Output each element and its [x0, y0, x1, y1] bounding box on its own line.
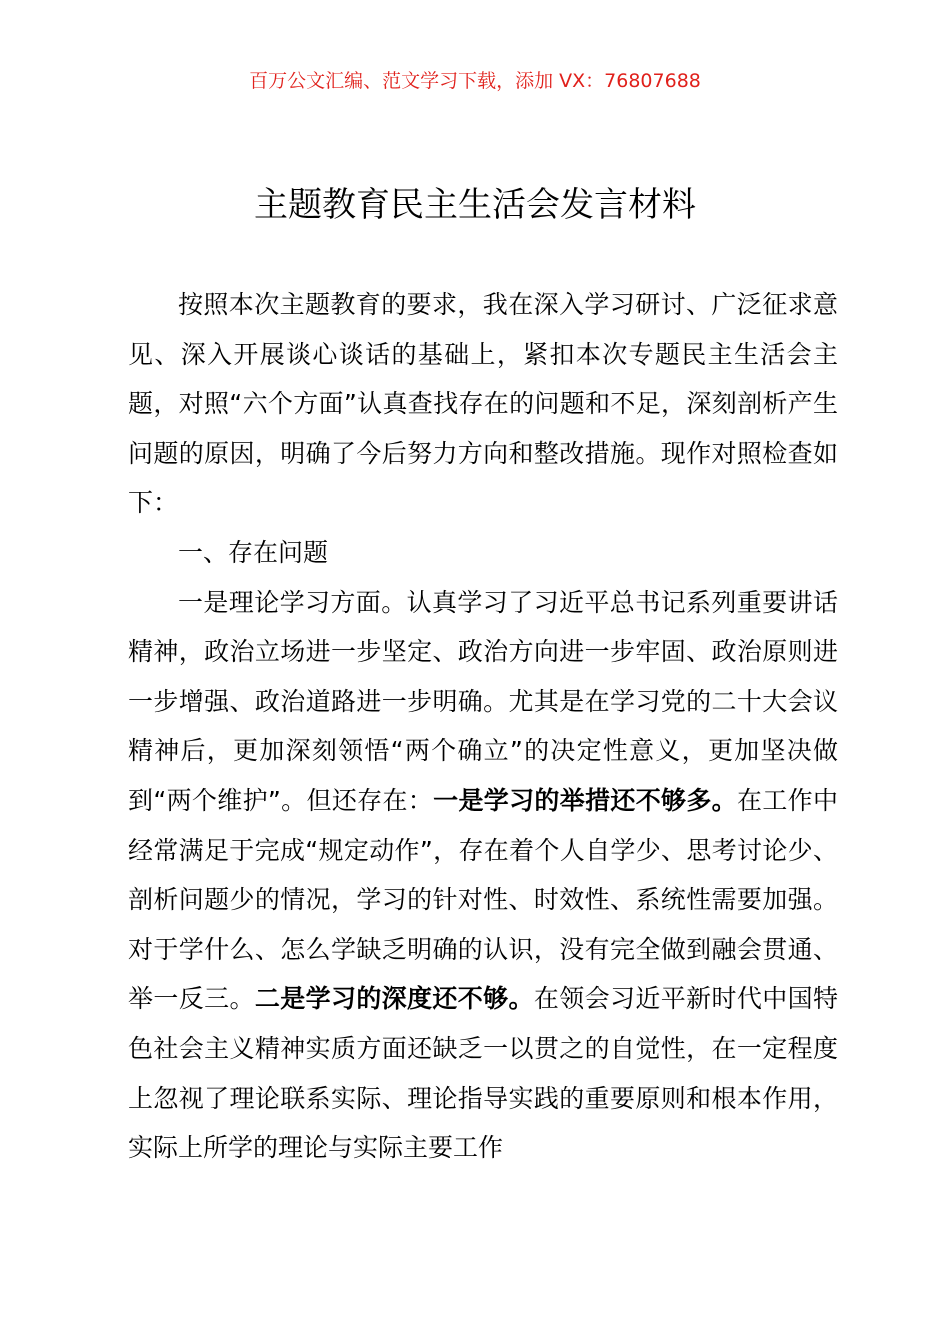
paragraph-text: 在工作中经常满足于完成“规定动作”，存在着个人自学少、思考讨论少、剖析问题少的情况，学习的针对性、时效性、系统性需要加强。对于学什么、怎么学缺乏明确的认识，没有完全做到融会贯通、举一反三。 [128, 785, 838, 1014]
document-body [128, 280, 838, 1173]
paragraph-text: 一是理论学习方面。认真学习了习近平总书记系列重要讲话精神，政治立场进一步坚定、政治方向进一步牢固、政治原则进一步增强、政治道路进一步明确。尤其是在学习党的二十大会议精神后，更加深刻领悟“两个确立”的决定性意义，更加坚决做到“两个维护”。但还存在： [128, 587, 838, 815]
section-heading: 一、存在问题 [178, 537, 329, 567]
watermark-label: 百万公文汇编、范文学习下载，添加 VX：76807688 [249, 70, 701, 92]
intro-paragraph: 按照本次主题教育的要求，我在深入学习研讨、广泛征求意见、深入开展谈心谈话的基础上，紧扣本次专题民主生活会主题，对照“六个方面”认真查找存在的问题和不足，深刻剖析产生问题的原因，明确了今后努力方向和整改措施。现作对照检查如下： [128, 290, 838, 518]
watermark-text [0, 66, 950, 96]
theory-study-paragraph [128, 578, 838, 1173]
paragraph-text: 在领会习近平新时代中国特色社会主义精神实质方面还缺乏一以贯之的自觉性，在一定程度上忽视了理论联系实际、理论指导实践的重要原则和根本作用，实际上所学的理论与实际主要工作 [128, 984, 838, 1163]
bold-point-1: 一是学习的举措还不够多。 [433, 785, 738, 815]
document-title: 主题教育民主生活会发言材料 [254, 185, 696, 225]
bold-point-2: 二是学习的深度还不够。 [254, 984, 534, 1014]
